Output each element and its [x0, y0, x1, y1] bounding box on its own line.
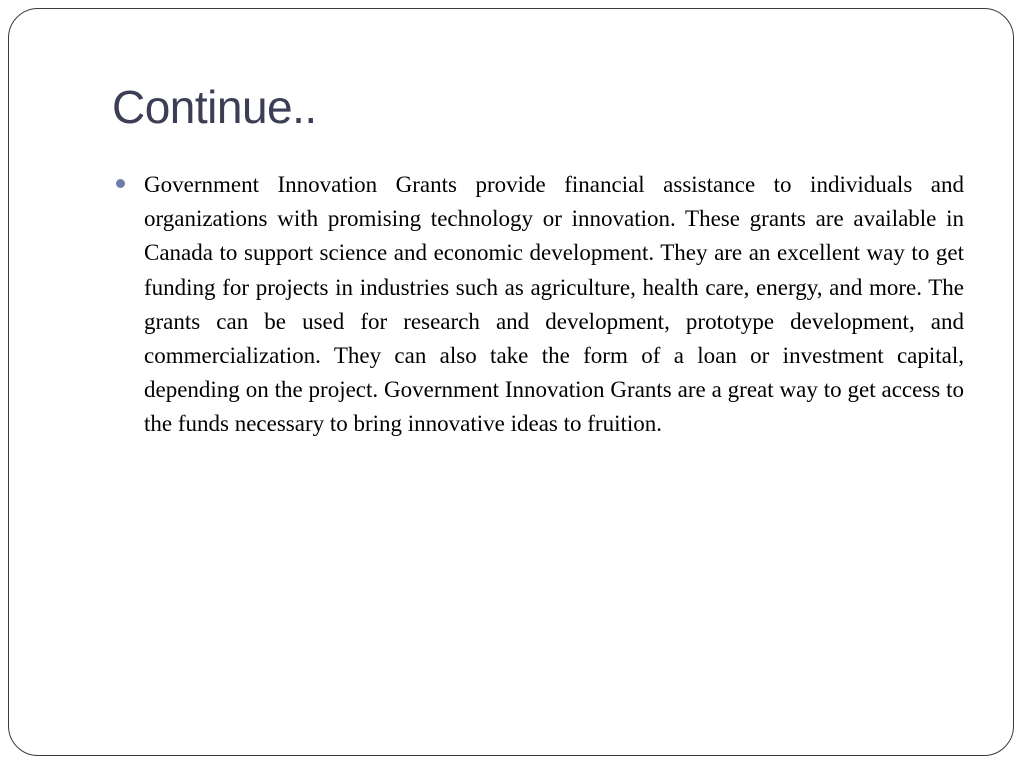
slide-title: Continue.. — [112, 81, 317, 133]
bullet-item — [116, 168, 964, 442]
bullet-text: Government Innovation Grants provide financial assistance to individuals and organizations with promising technology or innovation. These grants are available in Canada to support science and economic development. They are an excellent way to get funding for projects in industries such as agriculture, health care, energy, and more. The grants can be used for research and development, prototype development, and commercialization. They can also take the form of a loan or investment capital, depending on the project. Government Innovation Grants are a great way to get access to the funds necessary to bring innovative ideas to fruition. — [144, 172, 964, 437]
bullet-dot-icon — [116, 179, 125, 188]
bullet-list — [116, 168, 964, 442]
